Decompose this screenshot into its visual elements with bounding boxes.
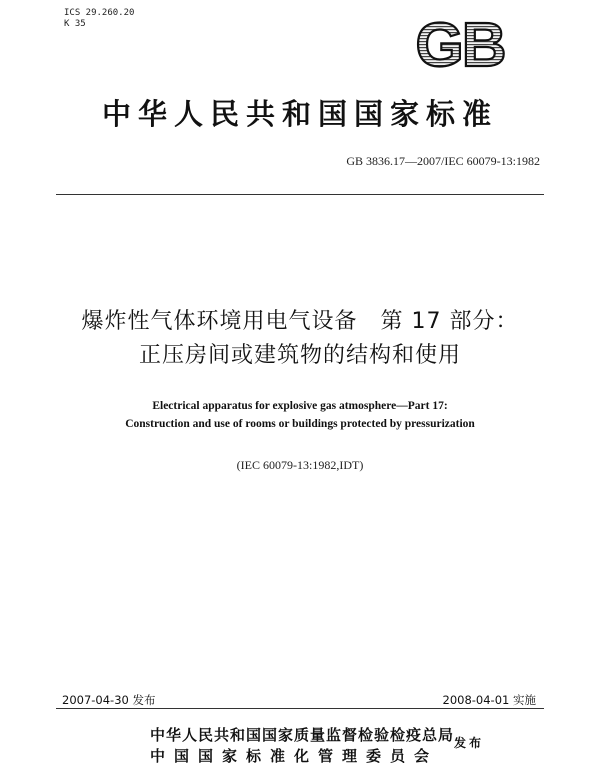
footer-divider (56, 708, 544, 709)
ics-code: ICS 29.260.20 (64, 8, 135, 18)
gb-logo (398, 14, 522, 72)
ccs-code: K 35 (64, 19, 86, 29)
issue-date: 2007-04-30 发布 (62, 693, 156, 707)
title-en-line2: Construction and use of rooms or buildings protected by pressurization (125, 418, 475, 430)
header-divider (56, 194, 544, 195)
classification-codes (64, 8, 134, 30)
gb-logo-text: GB (415, 14, 505, 72)
equivalence-note: (IEC 60079-13:1982,IDT) (236, 458, 364, 472)
publish-label: 发布 (454, 736, 485, 750)
standard-number: GB 3836.17—2007/IEC 60079-13:1982 (346, 154, 540, 168)
title-en-line1: Electrical apparatus for explosive gas atmosphere—Part 17: (152, 400, 448, 412)
title-cn-line1: 爆炸性气体环境用电气设备 第 17 部分： (81, 309, 519, 334)
issuer-line1: 中华人民共和国国家质量监督检验检疫总局 (150, 726, 455, 744)
standard-name: 中华人民共和国国家标准 (101, 97, 498, 131)
issuer-line2: 中国国家标准化管理委员会 (150, 747, 439, 765)
title-cn-line2: 正压房间或建筑物的结构和使用 (138, 343, 461, 368)
implementation-date: 2008-04-01 实施 (442, 693, 536, 707)
